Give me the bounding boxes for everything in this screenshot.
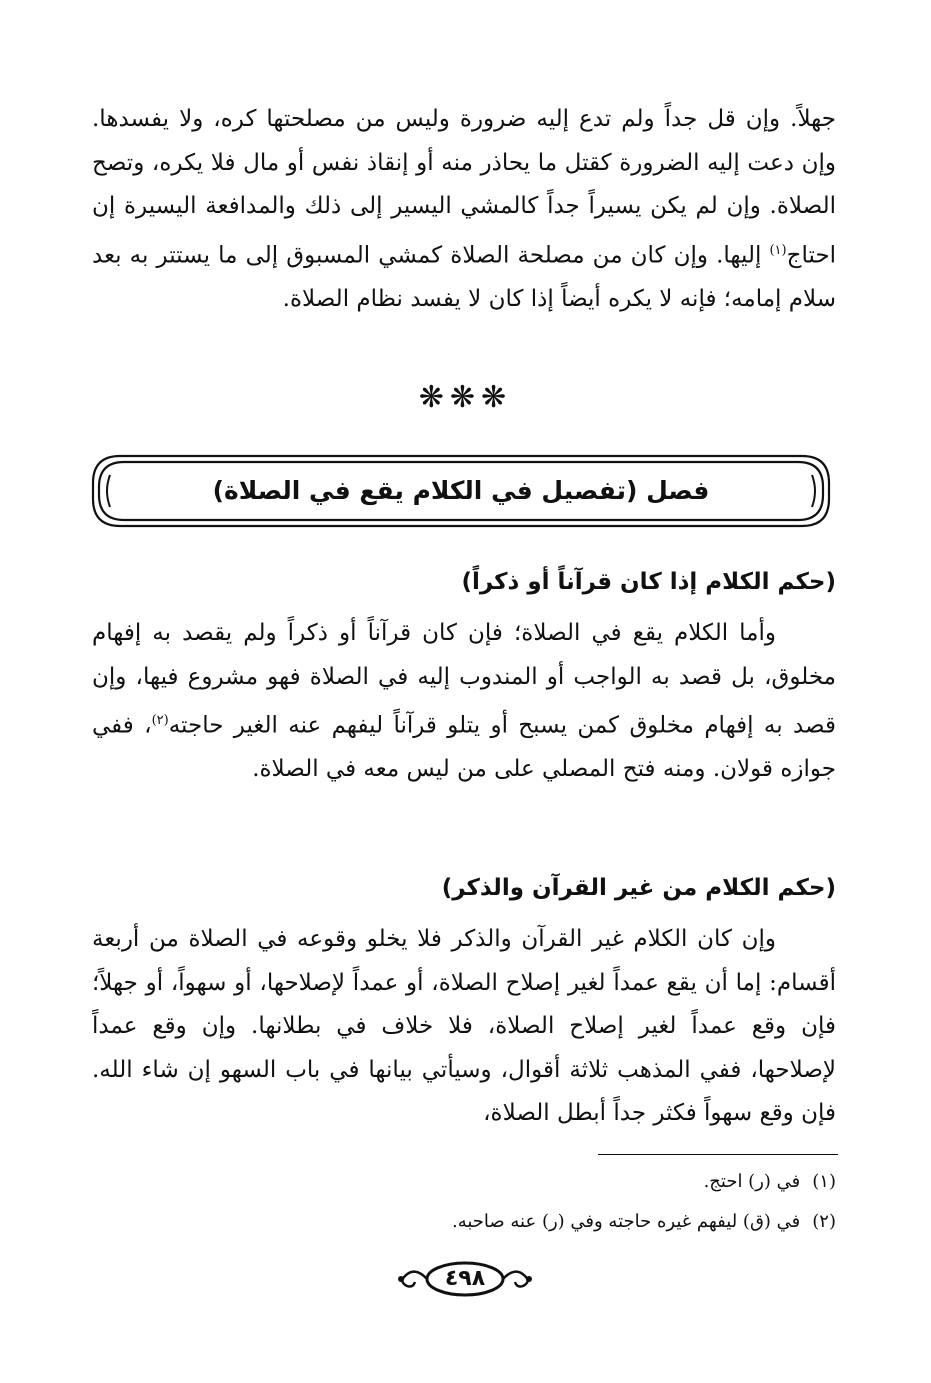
footnote-ref-2: (٢) <box>151 713 169 728</box>
paragraph-2-tail: ، ففي جوازه قولان. ومنه فتح المصلي على من ليس معه في الصلاة. <box>92 712 836 783</box>
page-number: ٤٩٨ <box>444 1266 486 1291</box>
paragraph-2 <box>92 612 836 792</box>
footnote-2-number: (٢) <box>812 1211 836 1232</box>
paragraph-1-tail: إليها. وإن كان من مصلحة الصلاة كمشي المسبوق إلى ما يستتر به بعد سلام إمامه؛ فإنه لا يكره أيضاً إذا كان لا يفسد نظام الصلاة. <box>92 242 836 312</box>
section-separator: ❋❋❋ <box>418 380 513 415</box>
footnote-1 <box>92 1168 836 1196</box>
heading-non-quran: (حكم الكلام من غير القرآن والذكر) <box>441 875 836 901</box>
footnote-1-number: (١) <box>812 1171 836 1192</box>
paragraph-2-text: وأما الكلام يقع في الصلاة؛ فإن كان قرآناً أو ذكراً ولم يقصد به إفهام مخلوق، بل قصد به الواجب أو المندوب إليه في الصلاة فهو مشروع فيها، وإن قصد به إفهام مخلوق كمن يسبح أو يتلو قرآناً ليفهم عنه الغير حاجته <box>92 620 836 739</box>
paragraph-1-text: جهلاً. وإن قل جداً ولم تدع إليه ضرورة وليس من مصلحتها كره، ولا يفسدها. وإن دعت إليه الضرورة كقتل ما يحاذر منه أو إنقاذ نفس أو مال فلا يكره، وتصح الصلاة. وإن لم يكن يسيراً جداً كالمشي اليسير إلى ذلك والمدافعة اليسيرة إن احتاج <box>92 106 837 269</box>
footnote-ref-1: (١) <box>769 242 787 258</box>
footnote-1-text: في (ر) احتج. <box>703 1171 801 1192</box>
footnote-2-text: في (ق) ليفهم غيره حاجته وفي (ر) عنه صاحبه. <box>451 1211 801 1232</box>
heading-quran-dhikr: (حكم الكلام إذا كان قرآناً أو ذكراً) <box>461 569 836 595</box>
footnote-divider <box>598 1154 838 1155</box>
paragraph-1 <box>92 98 836 321</box>
paragraph-3: وإن كان الكلام غير القرآن والذكر فلا يخلو وقوعه في الصلاة من أربعة أقسام: إما أن يقع عمداً لغير إصلاح الصلاة، أو عمداً لإصلاحها، أو سهواً، أو جهلاً؛ فإن وقع عمداً لغير إصلاح الصلاة، فلا خلاف في بطلانها. وإن وقع عمداً لإصلاحها، ففي المذهب ثلاثة أقوال، وسيأتي بيانها في باب السهو إن شاء الله. فإن وقع سهواً فكثر جداً أبطل الصلاة، <box>92 926 836 1126</box>
page-number-ornament <box>395 1258 535 1300</box>
section-title: فصل (تفصيل في الكلام يقع في الصلاة) <box>212 476 710 505</box>
section-title-frame <box>90 453 832 529</box>
footnote-2 <box>92 1208 836 1236</box>
